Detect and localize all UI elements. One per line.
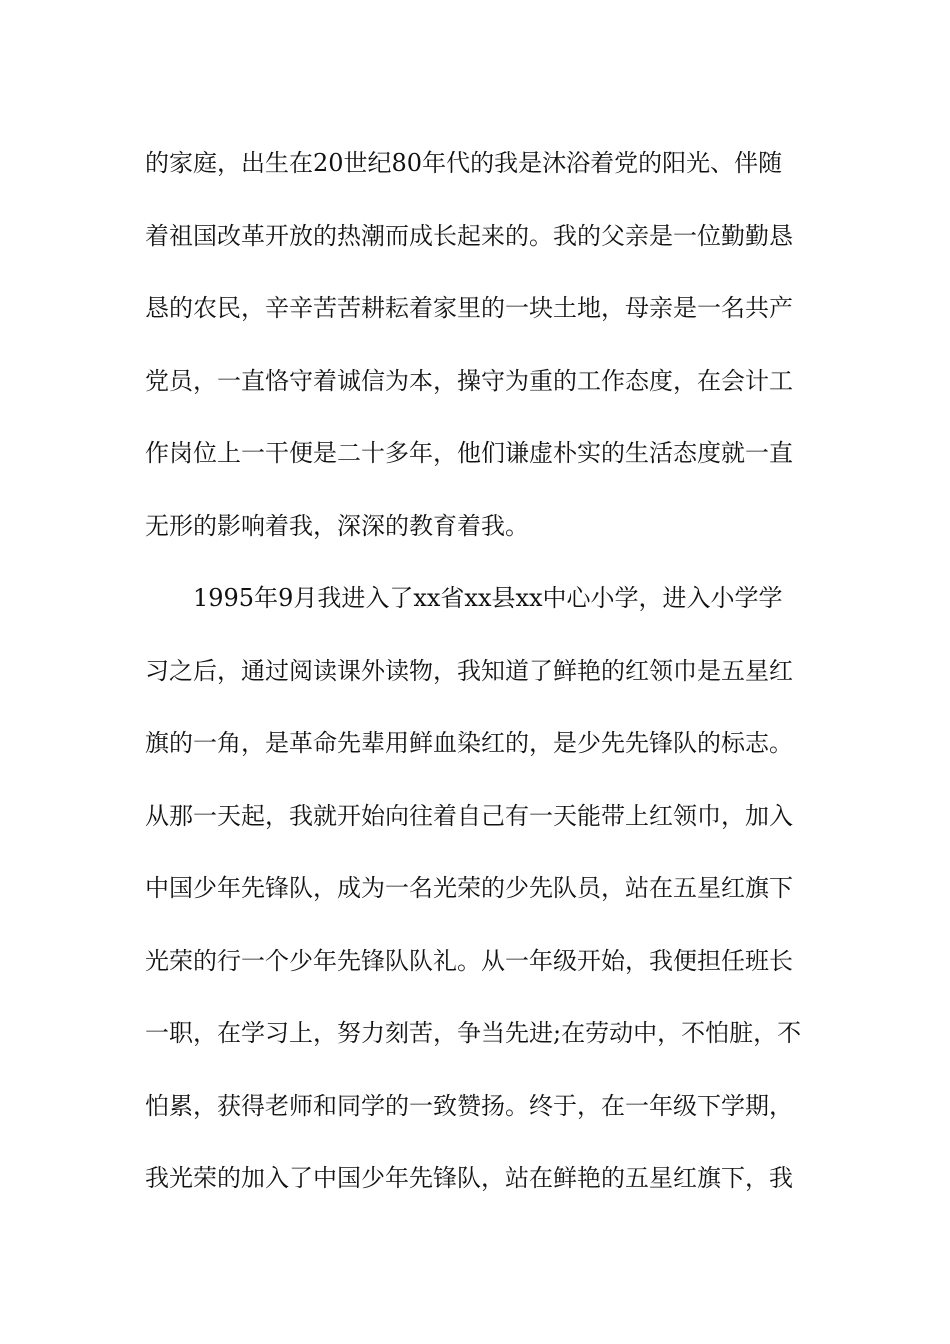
text-line: 着祖国改革开放的热潮而成长起来的。我的父亲是一位勤勤恳 (145, 221, 793, 250)
text-line: 党员，一直恪守着诚信为本，操守为重的工作态度，在会计工 (145, 366, 793, 395)
text-line: 无形的影响着我，深深的教育着我。 (145, 511, 529, 540)
text-line: 我光荣的加入了中国少年先锋队，站在鲜艳的五星红旗下，我 (145, 1164, 793, 1192)
paragraph-first-line: 1995年9月我进入了xx省xx县xx中心小学，进入小学学 (193, 584, 783, 612)
text-line: 怕累，获得老师和同学的一致赞扬。终于，在一年级下学期， (145, 1091, 793, 1120)
text-line: 一职，在学习上，努力刻苦，争当先进;在劳动中，不怕脏，不 (145, 1019, 802, 1047)
text-line: 光荣的行一个少年先锋队队礼。从一年级开始，我便担任班长 (145, 946, 793, 975)
document-body-text (145, 127, 810, 1215)
text-line: 恳的农民，辛辛苦苦耕耘着家里的一块土地，母亲是一名共产 (145, 294, 793, 322)
text-line: 的家庭，出生在20世纪80年代的我是沐浴着党的阳光、伴随 (145, 149, 783, 177)
text-line: 从那一天起，我就开始向往着自己有一天能带上红领巾，加入 (145, 801, 793, 830)
text-line: 旗的一角，是革命先辈用鲜血染红的，是少先先锋队的标志。 (145, 729, 793, 757)
text-line: 中国少年先锋队，成为一名光荣的少先队员，站在五星红旗下 (145, 874, 793, 902)
text-line: 作岗位上一干便是二十多年，他们谦虚朴实的生活态度就一直 (145, 439, 793, 467)
text-line: 习之后，通过阅读课外读物，我知道了鲜艳的红领巾是五星红 (145, 656, 793, 685)
